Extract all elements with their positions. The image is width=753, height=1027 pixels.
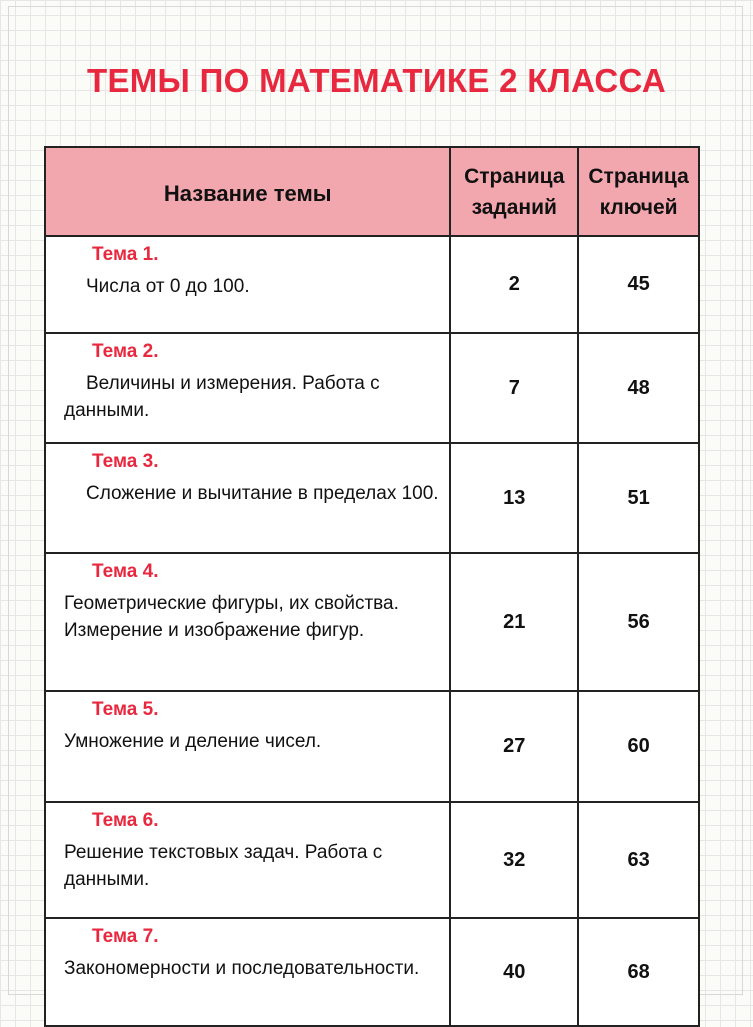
tasks-page-cell: 2 [450,236,578,333]
tasks-page-cell: 7 [450,333,578,443]
topic-cell [45,691,450,802]
keys-page-cell: 63 [578,802,699,918]
topic-label: Тема 1. [92,244,159,265]
topic-cell [45,443,450,553]
keys-page-cell: 56 [578,553,699,691]
keys-page-cell: 51 [578,443,699,553]
topic-label: Тема 2. [92,341,159,362]
topic-text: Закономерности и последовательности. [64,958,420,979]
header-tasks-page [450,147,578,236]
tasks-page-cell: 40 [450,918,578,1026]
topic-cell [45,802,450,918]
keys-page-cell: 68 [578,918,699,1026]
table-row [45,691,699,802]
topic-text: Умножение и деление чисел. [64,731,322,752]
table-row [45,918,699,1026]
topic-text: Сложение и вычитание в пределах 100. [86,483,439,504]
tasks-page-cell: 21 [450,553,578,691]
keys-page-cell: 60 [578,691,699,802]
topic-label: Тема 4. [92,561,159,582]
page-title: ТЕМЫ ПО МАТЕМАТИКЕ 2 КЛАССА [86,62,666,99]
topic-label: Тема 7. [92,926,159,947]
header-keys-page [578,147,699,236]
topic-label: Тема 3. [92,451,159,472]
topic-cell [45,236,450,333]
header-topic-name: Название темы [45,147,450,236]
tasks-page-cell: 13 [450,443,578,553]
topic-cell [45,333,450,443]
topics-table [44,146,700,1027]
topic-text: Числа от 0 до 100. [86,276,250,297]
table-row [45,553,699,691]
table-row [45,333,699,443]
table-row [45,802,699,918]
tasks-page-cell: 32 [450,802,578,918]
topic-cell [45,553,450,691]
table-header-row [45,147,699,236]
topic-cell [45,918,450,1026]
header-keys-line2: ключей [599,195,678,219]
topic-label: Тема 6. [92,810,159,831]
keys-page-cell: 48 [578,333,699,443]
header-tasks-line1: Страница [464,164,565,188]
topic-label: Тема 5. [92,699,159,720]
table-row [45,236,699,333]
keys-page-cell: 45 [578,236,699,333]
topic-text: Величины и измерения. Работа с данными. [64,373,380,421]
topic-text: Геометрические фигуры, их свойства. Измерение и изображение фигур. [64,593,399,641]
tasks-page-cell: 27 [450,691,578,802]
header-keys-line1: Страница [588,164,689,188]
table-row [45,443,699,553]
header-tasks-line2: заданий [471,195,557,219]
topic-text: Решение текстовых задач. Работа с данными. [64,842,383,890]
